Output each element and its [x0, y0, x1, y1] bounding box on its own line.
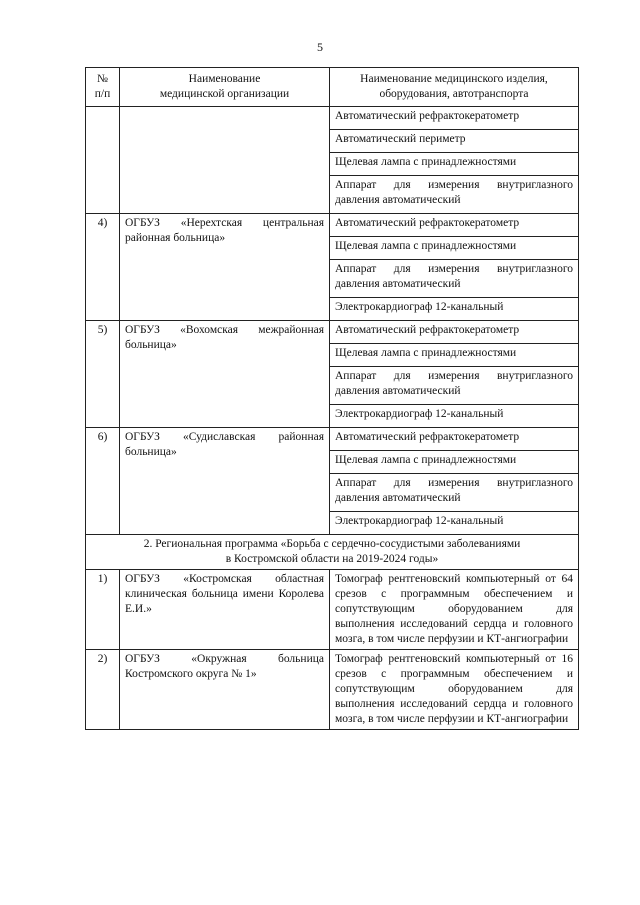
row-number: 4)	[86, 214, 120, 321]
item-cell: Томограф рентгеновский компьютерный от 64 срезов с программным обеспечением и сопутствующим оборудованием для выполнения исследований сердца и головного мозга, в том числе перфузии и КТ-ангиографии	[330, 570, 579, 650]
header-num-line2: п/п	[94, 88, 111, 100]
table-row	[86, 650, 579, 730]
item-cell: Автоматический рефрактокератометр	[330, 214, 579, 237]
section-heading	[86, 535, 579, 570]
item-cell: Электрокардиограф 12-канальный	[330, 298, 579, 321]
table-row	[86, 107, 579, 130]
header-num-line1: №	[97, 73, 108, 85]
item-cell: Щелевая лампа с принадлежностями	[330, 344, 579, 367]
equipment-table	[85, 67, 579, 730]
section-heading-line1: 2. Региональная программа «Борьба с сердечно-сосудистыми заболеваниями	[143, 538, 521, 550]
item-cell: Автоматический рефрактокератометр	[330, 321, 579, 344]
table-header-row	[86, 68, 579, 107]
row-number: 2)	[86, 650, 120, 730]
table-row	[86, 428, 579, 451]
header-item-line2: оборудования, автотранспорта	[379, 88, 529, 100]
item-cell: Аппарат для измерения внутриглазного давления автоматический	[330, 260, 579, 298]
item-cell: Электрокардиограф 12-канальный	[330, 512, 579, 535]
row-number: 1)	[86, 570, 120, 650]
organization-name: ОГБУЗ «Костромская областная клиническая больница имени Королева Е.И.»	[120, 570, 330, 650]
organization-name: ОГБУЗ «Судиславская районная больница»	[120, 428, 330, 535]
table-row	[86, 321, 579, 344]
continued-num-cell	[86, 107, 120, 214]
table-row	[86, 214, 579, 237]
header-org-line1: Наименование	[188, 73, 261, 85]
header-num	[86, 68, 120, 107]
item-cell: Томограф рентгеновский компьютерный от 16 срезов с программным обеспечением и сопутствующим оборудованием для выполнения исследований сердца и головного мозга, в том числе перфузии и КТ-ангиографии	[330, 650, 579, 730]
item-cell: Автоматический периметр	[330, 130, 579, 153]
item-cell: Аппарат для измерения внутриглазного давления автоматический	[330, 367, 579, 405]
section-heading-line2: в Костромской области на 2019-2024 годы»	[225, 553, 439, 565]
item-cell: Щелевая лампа с принадлежностями	[330, 153, 579, 176]
item-cell: Аппарат для измерения внутриглазного давления автоматический	[330, 474, 579, 512]
header-org	[120, 68, 330, 107]
item-cell: Автоматический рефрактокератометр	[330, 107, 579, 130]
item-cell: Щелевая лампа с принадлежностями	[330, 237, 579, 260]
row-number: 5)	[86, 321, 120, 428]
organization-name: ОГБУЗ «Нерехтская центральная районная больница»	[120, 214, 330, 321]
row-number: 6)	[86, 428, 120, 535]
item-cell: Автоматический рефрактокератометр	[330, 428, 579, 451]
header-item	[330, 68, 579, 107]
continued-org-cell	[120, 107, 330, 214]
table-row	[86, 570, 579, 650]
organization-name: ОГБУЗ «Окружная больница Костромского округа № 1»	[120, 650, 330, 730]
section-heading-row	[86, 535, 579, 570]
header-org-line2: медицинской организации	[159, 88, 290, 100]
page-number: 5	[317, 40, 323, 54]
header-item-line1: Наименование медицинского изделия,	[360, 73, 548, 85]
item-cell: Электрокардиограф 12-канальный	[330, 405, 579, 428]
item-cell: Щелевая лампа с принадлежностями	[330, 451, 579, 474]
organization-name: ОГБУЗ «Вохомская межрайонная больница»	[120, 321, 330, 428]
item-cell: Аппарат для измерения внутриглазного давления автоматический	[330, 176, 579, 214]
